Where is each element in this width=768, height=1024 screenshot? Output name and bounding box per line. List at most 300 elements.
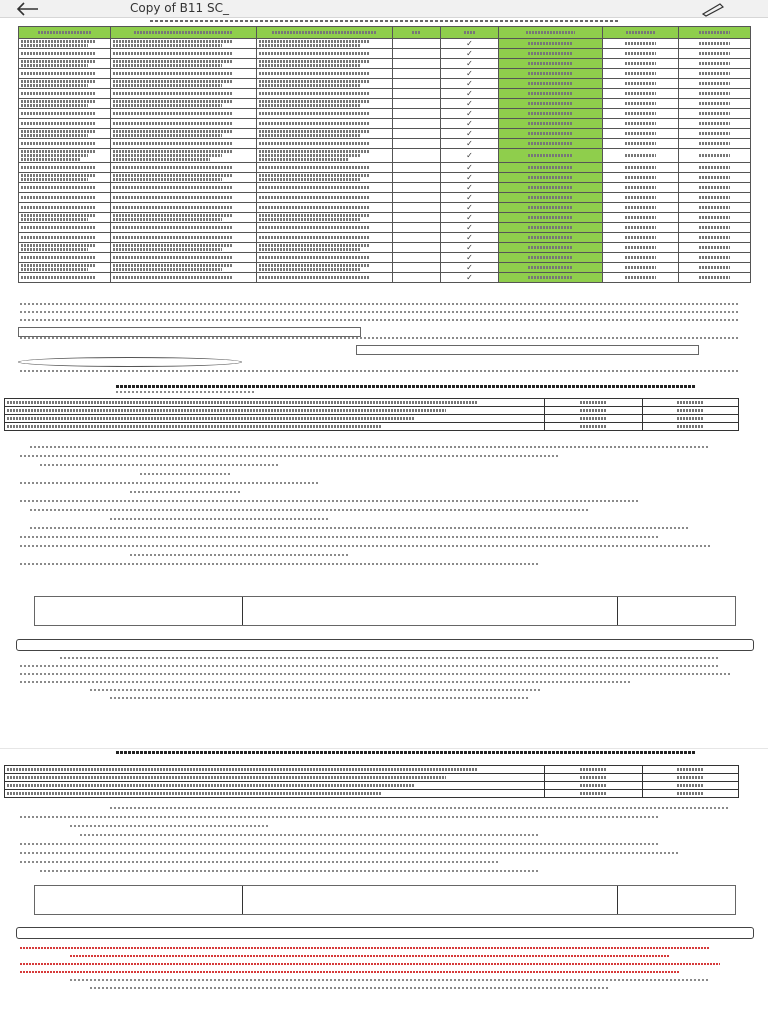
table-cell — [393, 183, 441, 193]
table-cell — [679, 213, 751, 223]
score-table — [4, 765, 739, 798]
table-row — [19, 129, 751, 139]
score-cell — [643, 782, 739, 790]
table-cell — [603, 233, 679, 243]
column-header — [257, 27, 393, 39]
score-cell — [5, 423, 545, 431]
check-mark-icon: ✓ — [466, 139, 473, 148]
table-cell — [679, 79, 751, 89]
table-cell — [441, 149, 499, 163]
table-row — [19, 223, 751, 233]
table-row — [19, 233, 751, 243]
table-cell — [257, 139, 393, 149]
table-cell — [19, 233, 111, 243]
table-cell — [603, 119, 679, 129]
table-cell — [499, 99, 603, 109]
table-cell — [393, 119, 441, 129]
table-cell — [111, 99, 257, 109]
table-cell — [499, 139, 603, 149]
table-cell — [679, 203, 751, 213]
table-cell — [499, 233, 603, 243]
check-mark-icon: ✓ — [466, 59, 473, 68]
text-line — [30, 527, 690, 529]
score-cell — [643, 790, 739, 798]
text-line — [20, 536, 660, 538]
table-cell — [393, 89, 441, 99]
table-cell — [393, 203, 441, 213]
table-cell — [441, 233, 499, 243]
check-mark-icon: ✓ — [466, 163, 473, 172]
score-cell — [545, 423, 643, 431]
text-line — [30, 446, 710, 448]
text-line — [70, 825, 270, 827]
table-cell — [679, 99, 751, 109]
table-cell — [499, 273, 603, 283]
table-cell — [393, 173, 441, 183]
text-line — [20, 545, 710, 547]
table-cell — [257, 233, 393, 243]
table-cell — [393, 163, 441, 173]
table-cell — [19, 193, 111, 203]
table-cell — [111, 129, 257, 139]
table-cell — [257, 193, 393, 203]
table-row — [19, 49, 751, 59]
table-cell — [257, 49, 393, 59]
table-cell — [393, 223, 441, 233]
table-cell — [679, 89, 751, 99]
table-cell — [19, 99, 111, 109]
section-subheading — [116, 391, 256, 393]
table-cell — [603, 223, 679, 233]
table-cell — [19, 49, 111, 59]
score-cell — [5, 790, 545, 798]
text-line — [130, 491, 240, 493]
table-caption — [0, 18, 768, 24]
score-cell — [545, 399, 643, 407]
text-line — [20, 816, 660, 818]
table-cell — [393, 129, 441, 139]
text-line — [20, 665, 720, 667]
table-cell — [393, 139, 441, 149]
table-cell — [603, 79, 679, 89]
check-mark-icon: ✓ — [466, 193, 473, 202]
page-2 — [0, 748, 768, 1024]
form-field[interactable] — [356, 345, 699, 355]
table-cell — [19, 109, 111, 119]
table-cell — [499, 203, 603, 213]
table-cell — [111, 79, 257, 89]
score-cell — [5, 407, 545, 415]
column-header — [393, 27, 441, 39]
answer-box — [34, 885, 736, 915]
table-cell — [111, 213, 257, 223]
table-cell — [111, 203, 257, 213]
table-row — [19, 59, 751, 69]
score-row — [5, 766, 739, 774]
table-cell — [603, 273, 679, 283]
table-cell — [19, 39, 111, 49]
table-cell — [393, 233, 441, 243]
table-cell — [111, 59, 257, 69]
table-cell — [603, 109, 679, 119]
text-line — [60, 657, 720, 659]
text-line — [40, 870, 540, 872]
table-cell — [679, 49, 751, 59]
table-cell — [499, 109, 603, 119]
table-cell — [603, 99, 679, 109]
score-cell — [5, 774, 545, 782]
table-cell — [603, 59, 679, 69]
form-field[interactable] — [18, 327, 361, 337]
table-cell — [603, 193, 679, 203]
check-mark-icon: ✓ — [466, 99, 473, 108]
text-line — [20, 370, 740, 372]
text-line — [20, 455, 560, 457]
table-cell — [499, 253, 603, 263]
text-line — [80, 834, 540, 836]
table-cell — [257, 183, 393, 193]
table-cell — [257, 39, 393, 49]
check-mark-icon: ✓ — [466, 109, 473, 118]
table-cell — [111, 173, 257, 183]
table-cell — [603, 39, 679, 49]
text-line — [110, 518, 330, 520]
text-line — [40, 464, 280, 466]
check-mark-icon: ✓ — [466, 203, 473, 212]
table-cell — [19, 213, 111, 223]
column-header — [441, 27, 499, 39]
table-cell — [679, 139, 751, 149]
score-table — [4, 398, 739, 431]
table-cell — [393, 263, 441, 273]
table-body — [19, 39, 751, 283]
text-line — [20, 947, 710, 949]
table-cell — [19, 119, 111, 129]
table-cell — [603, 139, 679, 149]
table-cell — [19, 223, 111, 233]
table-cell — [679, 119, 751, 129]
text-line — [20, 971, 680, 973]
page-1 — [0, 18, 768, 730]
table-cell — [257, 273, 393, 283]
table-cell — [393, 49, 441, 59]
table-cell — [393, 59, 441, 69]
text-line — [20, 673, 730, 675]
table-row — [19, 163, 751, 173]
table-row — [19, 119, 751, 129]
table-row — [19, 173, 751, 183]
table-cell — [111, 223, 257, 233]
table-cell — [19, 273, 111, 283]
table-row — [19, 89, 751, 99]
column-header — [679, 27, 751, 39]
table-cell — [257, 129, 393, 139]
document-title: Copy of B11 SC_ — [130, 1, 229, 15]
table-cell — [441, 49, 499, 59]
table-cell — [499, 119, 603, 129]
table-row — [19, 273, 751, 283]
pencil-icon[interactable] — [700, 1, 726, 17]
table-cell — [19, 59, 111, 69]
table-row — [19, 149, 751, 163]
table-cell — [603, 213, 679, 223]
note-bar — [16, 639, 754, 651]
check-mark-icon: ✓ — [466, 253, 473, 262]
table-cell — [441, 129, 499, 139]
check-mark-icon: ✓ — [466, 89, 473, 98]
table-cell — [111, 109, 257, 119]
score-cell — [545, 774, 643, 782]
table-cell — [111, 273, 257, 283]
table-cell — [19, 69, 111, 79]
score-cell — [5, 766, 545, 774]
table-cell — [603, 163, 679, 173]
table-cell — [603, 173, 679, 183]
check-mark-icon: ✓ — [466, 119, 473, 128]
table-cell — [393, 253, 441, 263]
table-cell — [393, 273, 441, 283]
table-cell — [499, 193, 603, 203]
table-cell — [441, 243, 499, 253]
table-cell — [441, 69, 499, 79]
oval-field — [18, 357, 242, 367]
text-line — [20, 852, 680, 854]
table-cell — [679, 149, 751, 163]
table-cell — [19, 79, 111, 89]
table-cell — [111, 233, 257, 243]
table-cell — [19, 139, 111, 149]
table-cell — [679, 109, 751, 119]
score-cell — [643, 407, 739, 415]
table-cell — [499, 79, 603, 89]
table-cell — [393, 193, 441, 203]
table-row — [19, 243, 751, 253]
table-row — [19, 183, 751, 193]
table-cell — [441, 119, 499, 129]
table-cell — [393, 79, 441, 89]
table-cell — [499, 243, 603, 253]
table-cell — [499, 89, 603, 99]
table-cell — [111, 139, 257, 149]
table-cell — [679, 39, 751, 49]
schedule-table — [18, 26, 751, 283]
table-cell — [257, 223, 393, 233]
table-cell — [393, 69, 441, 79]
table-cell — [441, 99, 499, 109]
table-cell — [441, 79, 499, 89]
table-cell — [679, 129, 751, 139]
table-row — [19, 253, 751, 263]
table-cell — [679, 263, 751, 273]
section-heading — [116, 385, 696, 388]
text-line — [30, 509, 590, 511]
table-cell — [441, 253, 499, 263]
table-row — [19, 213, 751, 223]
check-mark-icon: ✓ — [466, 79, 473, 88]
table-cell — [499, 129, 603, 139]
answer-box — [34, 596, 736, 626]
table-cell — [499, 149, 603, 163]
check-mark-icon: ✓ — [466, 273, 473, 282]
text-line — [20, 319, 740, 321]
table-cell — [257, 89, 393, 99]
table-cell — [499, 69, 603, 79]
table-cell — [441, 213, 499, 223]
table-cell — [441, 183, 499, 193]
text-line — [20, 500, 640, 502]
table-cell — [257, 109, 393, 119]
text-line — [20, 963, 720, 965]
table-cell — [257, 69, 393, 79]
table-cell — [499, 39, 603, 49]
check-mark-icon: ✓ — [466, 213, 473, 222]
section-heading — [116, 751, 696, 754]
score-cell — [545, 407, 643, 415]
check-mark-icon: ✓ — [466, 183, 473, 192]
title-bar — [0, 0, 768, 18]
table-cell — [441, 193, 499, 203]
table-cell — [603, 203, 679, 213]
check-mark-icon: ✓ — [466, 129, 473, 138]
table-cell — [257, 163, 393, 173]
check-mark-icon: ✓ — [466, 173, 473, 182]
table-cell — [19, 129, 111, 139]
table-cell — [441, 263, 499, 273]
score-row — [5, 782, 739, 790]
score-row — [5, 415, 739, 423]
check-mark-icon: ✓ — [466, 151, 473, 160]
note-bar — [16, 927, 754, 939]
text-line — [90, 689, 540, 691]
table-cell — [393, 109, 441, 119]
table-cell — [111, 183, 257, 193]
table-cell — [393, 149, 441, 163]
table-row — [19, 99, 751, 109]
score-cell — [643, 415, 739, 423]
table-cell — [603, 183, 679, 193]
score-row — [5, 407, 739, 415]
table-cell — [679, 233, 751, 243]
table-cell — [393, 99, 441, 109]
text-line — [20, 482, 320, 484]
table-cell — [603, 69, 679, 79]
score-cell — [643, 423, 739, 431]
table-cell — [679, 163, 751, 173]
score-cell — [5, 415, 545, 423]
table-cell — [19, 163, 111, 173]
table-cell — [257, 213, 393, 223]
table-cell — [111, 193, 257, 203]
table-cell — [111, 163, 257, 173]
table-cell — [111, 149, 257, 163]
table-row — [19, 263, 751, 273]
text-line — [70, 955, 670, 957]
score-row — [5, 423, 739, 431]
table-cell — [679, 183, 751, 193]
table-cell — [679, 253, 751, 263]
table-cell — [441, 39, 499, 49]
table-cell — [111, 253, 257, 263]
arrow-left-icon[interactable] — [14, 1, 40, 17]
score-cell — [545, 766, 643, 774]
table-cell — [257, 263, 393, 273]
table-row — [19, 203, 751, 213]
text-line — [110, 697, 530, 699]
table-cell — [603, 89, 679, 99]
table-row — [19, 39, 751, 49]
table-cell — [111, 69, 257, 79]
table-cell — [499, 49, 603, 59]
table-row — [19, 79, 751, 89]
table-cell — [111, 39, 257, 49]
table-cell — [19, 243, 111, 253]
score-row — [5, 774, 739, 782]
table-cell — [679, 223, 751, 233]
column-header — [603, 27, 679, 39]
text-line — [70, 979, 710, 981]
table-cell — [19, 183, 111, 193]
check-mark-icon: ✓ — [466, 39, 473, 48]
score-cell — [5, 782, 545, 790]
table-cell — [19, 253, 111, 263]
column-header — [499, 27, 603, 39]
table-cell — [441, 203, 499, 213]
score-cell — [545, 415, 643, 423]
table-cell — [603, 149, 679, 163]
score-cell — [545, 790, 643, 798]
table-row — [19, 139, 751, 149]
table-cell — [257, 59, 393, 69]
text-line — [20, 843, 660, 845]
table-row — [19, 193, 751, 203]
table-row — [19, 109, 751, 119]
table-cell — [19, 203, 111, 213]
table-cell — [499, 223, 603, 233]
table-cell — [19, 89, 111, 99]
table-cell — [257, 243, 393, 253]
text-line — [140, 473, 230, 475]
table-cell — [111, 89, 257, 99]
table-cell — [257, 149, 393, 163]
table-row — [19, 69, 751, 79]
table-cell — [499, 213, 603, 223]
text-line — [20, 337, 740, 339]
table-cell — [111, 263, 257, 273]
text-line — [20, 303, 740, 305]
table-cell — [441, 109, 499, 119]
table-cell — [499, 163, 603, 173]
score-cell — [643, 774, 739, 782]
table-cell — [603, 263, 679, 273]
text-line — [20, 311, 740, 313]
score-cell — [643, 766, 739, 774]
score-cell — [545, 782, 643, 790]
table-cell — [603, 49, 679, 59]
check-mark-icon: ✓ — [466, 223, 473, 232]
table-cell — [679, 59, 751, 69]
table-cell — [111, 49, 257, 59]
score-cell — [5, 399, 545, 407]
check-mark-icon: ✓ — [466, 243, 473, 252]
table-header — [19, 27, 751, 39]
table-cell — [393, 243, 441, 253]
text-line — [110, 807, 730, 809]
table-cell — [679, 193, 751, 203]
check-mark-icon: ✓ — [466, 49, 473, 58]
table-cell — [679, 69, 751, 79]
check-mark-icon: ✓ — [466, 233, 473, 242]
table-cell — [679, 243, 751, 253]
